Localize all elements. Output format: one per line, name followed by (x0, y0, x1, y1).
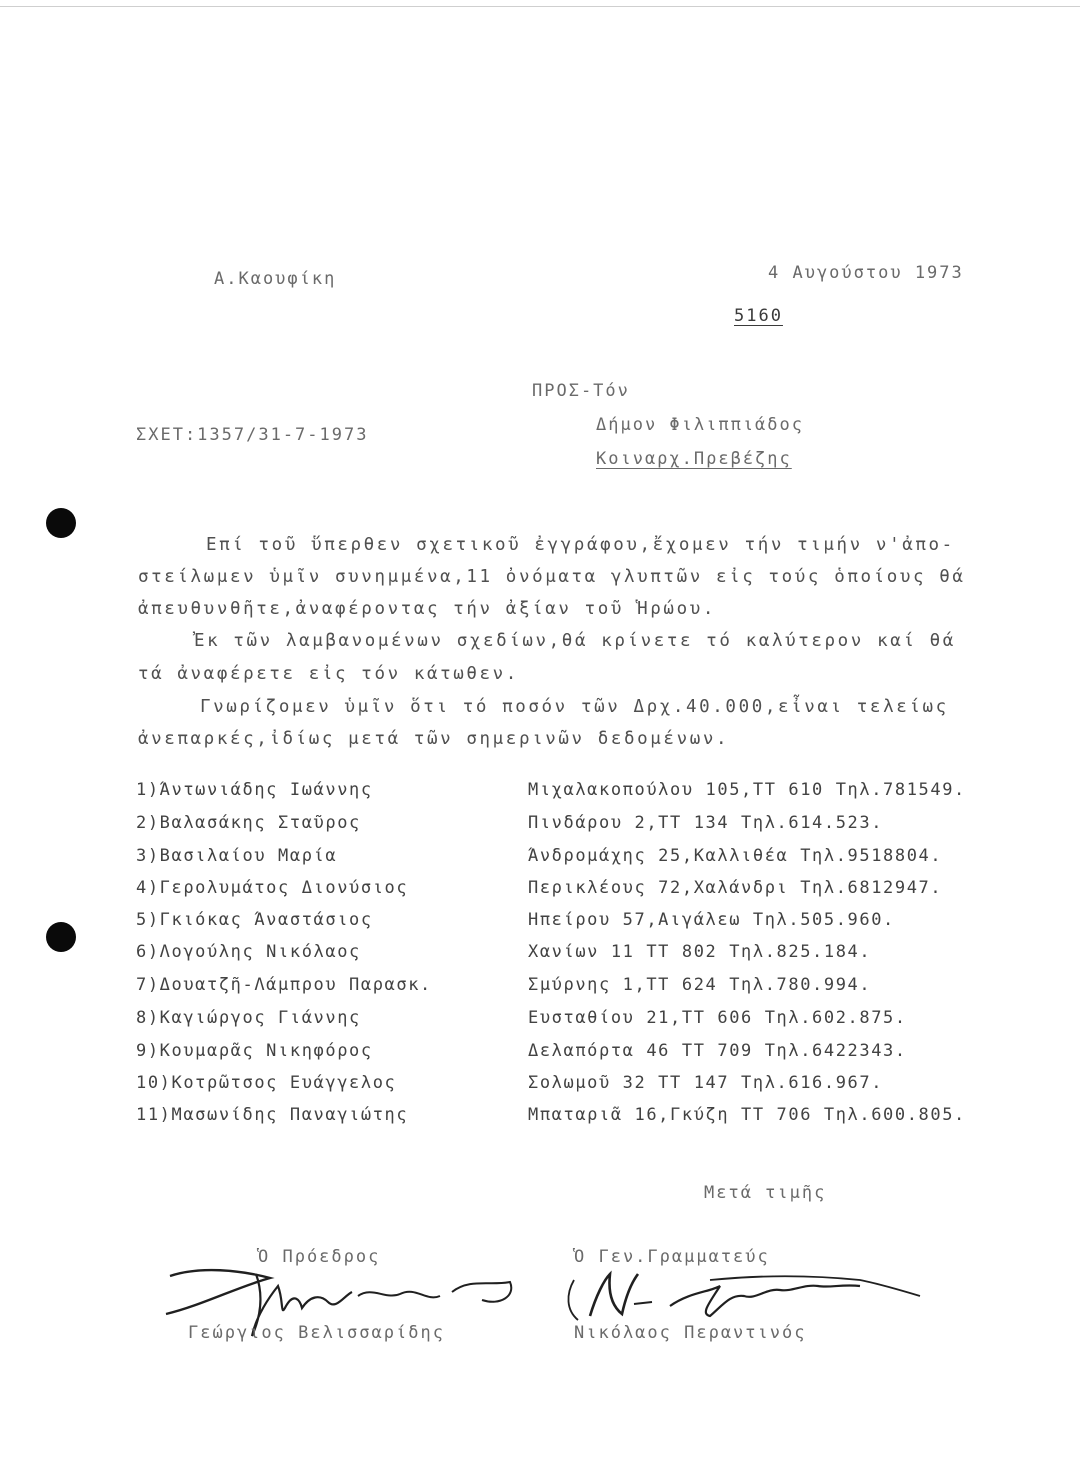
body-line: στείλωμεν ὑμῖν συνημμένα,11 ὀνόματα γλυπτῶν εἰς τούς ὁποίους θά (138, 567, 966, 587)
left-signatory-name: Γεώργιος Βελισσαρίδης (188, 1323, 445, 1343)
reference-number: ΣΧΕΤ:1357/31-7-1973 (136, 425, 369, 445)
sculptor-name: 6)Λογούλης Νικόλαος (136, 942, 361, 962)
scan-edge-line (0, 6, 1080, 7)
body-line: τά ἀναφέρετε εἰς τόν κάτωθεν. (138, 664, 519, 684)
sculptor-address: Σολωμοῦ 32 ΤΤ 147 Τηλ.616.967. (528, 1073, 884, 1093)
sculptor-address: Πινδάρου 2,ΤΤ 134 Τηλ.614.523. (528, 813, 884, 833)
sculptor-name: 3)Βασιλαίου Μαρία (136, 846, 338, 866)
recipient-name: Δήμον Φιλιππιάδος (596, 415, 804, 435)
sculptor-address: Μπαταριᾶ 16,Γκύζη ΤΤ 706 Τηλ.600.805. (528, 1105, 966, 1125)
body-line: Γνωρίζομεν ὑμῖν ὅτι τό ποσόν τῶν Δρχ.40.000,εἶναι τελείως (200, 697, 949, 717)
body-line: ἀνεπαρκές,ἰδίως μετά τῶν σημερινῶν δεδομένων. (138, 729, 730, 749)
sculptor-name: 4)Γερολυμάτος Διονύσιος (136, 878, 409, 898)
closing-salutation: Μετά τιμῆς (704, 1183, 827, 1203)
recipient-prefix: ΠΡΟΣ-Τόν (532, 381, 630, 401)
body-line: Επί τοῦ ὕπερθεν σχετικοῦ ἐγγράφου,ἔχομεν τήν τιμήν ν'ἀπο- (206, 535, 955, 555)
sculptor-name: 5)Γκιόκας Άναστάσιος (136, 910, 373, 930)
right-signatory-title: Ὁ Γεν.Γραμματεύς (574, 1247, 770, 1267)
sculptor-address: Χανίων 11 ΤΤ 802 Τηλ.825.184. (528, 942, 872, 962)
sculptor-name: 8)Καγιώργος Γιάννης (136, 1008, 361, 1028)
sculptor-name: 10)Κοτρῶτσος Ευάγγελος (136, 1073, 397, 1093)
sculptor-name: 1)Άντωνιάδης Ιωάννης (136, 780, 373, 800)
sculptor-address: Δελαπόρτα 46 ΤΤ 709 Τηλ.6422343. (528, 1041, 907, 1061)
punch-hole-top (46, 508, 76, 538)
sculptor-address: Ηπείρου 57,Αιγάλεω Τηλ.505.960. (528, 910, 895, 930)
body-line: ἀπευθυνθῆτε,ἀναφέροντας τήν ἀξίαν τοῦ Ἡρώου. (138, 599, 716, 619)
body-line: Ἐκ τῶν λαμβανομένων σχεδίων,θά κρίνετε τό καλύτερον καί θά (194, 631, 956, 651)
sculptor-name: 11)Μασωνίδης Παναγιώτης (136, 1105, 409, 1125)
left-signatory-title: Ὁ Πρόεδρος (258, 1247, 381, 1267)
right-signatory-name: Νικόλαος Περαντινός (574, 1323, 807, 1343)
protocol-number: 5160 (734, 306, 783, 326)
sculptor-address: Ευσταθίου 21,ΤΤ 606 Τηλ.602.875. (528, 1008, 907, 1028)
sculptor-name: 7)Δουατζῆ-Λάμπρου Παρασκ. (136, 975, 432, 995)
sculptor-address: Σμύρνης 1,ΤΤ 624 Τηλ.780.994. (528, 975, 872, 995)
sender-name: Α.Καουφίκη (214, 269, 337, 289)
sculptor-address: Περικλέους 72,Χαλάνδρι Τηλ.6812947. (528, 878, 943, 898)
sculptor-name: 9)Κουμαρᾶς Νικηφόρος (136, 1041, 373, 1061)
recipient-office: Κοιναρχ.Πρεβέζης (596, 449, 792, 469)
letter-date: 4 Αυγούστου 1973 (768, 263, 964, 283)
sculptor-address: Άνδρομάχης 25,Καλλιθέα Τηλ.9518804. (528, 846, 943, 866)
punch-hole-bottom (46, 922, 76, 952)
sculptor-name: 2)Βαλασάκης Σταῦρος (136, 813, 361, 833)
sculptor-address: Μιχαλακοπούλου 105,ΤΤ 610 Τηλ.781549. (528, 780, 966, 800)
